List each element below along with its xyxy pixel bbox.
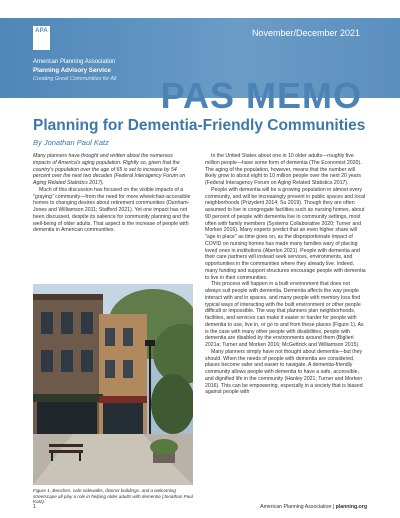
right-paragraph-3: This process will happen in a built environment that does not always suit people with dementia. Dementia affects the way people interact with and in spaces, and many people with memory loss find typical ways of interacting with the built environment or other people difficult or impossible. The way that planners plan neighborhoods, facilities, and services can make it easier or harder for people with dementia to use, live in, or go to and from these places (Figure 1). As is the case with many other people with disabilities, people with dementia are disabled by the environments around them (Biglieri 2021a; Turner and Morken 2016; McGettrick and Williamson 2015). xyxy=(205,281,364,348)
footer-publisher-name: American Planning Association | xyxy=(260,504,335,510)
left-paragraph-1: Many planners have thought and written about the numerous impacts of America's aging population. Rightly so, given that the country's population over the age of 65 is set to increase by 54 percent over the next two decades (Federal Interagency Forum on Aging Related Statistics 2017). xyxy=(33,153,186,186)
right-paragraph-2: People with dementia will be a growing population in almost every community, and will be increasingly present in public spaces and local neighborhoods (Prizydent 2014; Su 2019). Though they are often assumed to live in congregate facilities such as nursing homes, about 90 percent of people with dementia live in community settings, most often with family members (Systems Collaborative 2020; Turner and Morken 2016). Many experts predict that an even higher share will "age in place" as time goes on, as the disproportionate impact of COVID on nursing homes has made many families wary of placing loved ones in institutions (Aberlon 2021). People with dementia and their care partners will instead seek services, environments, and opportunities in the communities where they already live. Indeed, many funding and support structures encourage people with dementia to live in their communities. xyxy=(205,186,366,281)
right-paragraph-4: Many planners simply have not thought about dementia—but they should. When the needs of people with dementia are considered, places become safer and easier to navigate. A dementia-friendly community allows people with dementia to have a safe, accessible, and dignified life in the community (Hanley 2021; Turner and Morken 2016). This can be empowering, especially in a society that is biased against people with xyxy=(205,348,363,396)
left-column xyxy=(33,153,191,234)
series-title: PAS MEMO xyxy=(160,75,362,116)
tagline: Creating Great Communities for All xyxy=(33,76,117,82)
article-byline: By Jonathan Paul Katz xyxy=(33,138,109,147)
page-number: 1 xyxy=(33,504,36,510)
figure-caption: Figure 1. Benches, safe sidewalks, distinct buildings, and a welcoming streetscape all play a role in helping older adults with dementia (Jonathan Paul Katz). xyxy=(33,488,193,505)
street-photo-illustration xyxy=(33,284,193,485)
footer-site-link[interactable]: planning.org xyxy=(335,504,367,510)
footer-publisher xyxy=(260,504,367,510)
apa-logo xyxy=(33,26,50,50)
left-paragraph-2: Much of this discussion has focused on the visible impacts of a "graying" community—from the need for more wheelchair-accessible homes to changing desires about retirement communities (Dunham-Jones and Williamson 2011; Stafford 2021). Yet one impact has not been discussed, despite its salience for community planning and the well-being of older adults. That aspect is the increase of people with dementia in American communities. xyxy=(33,186,191,234)
apa-logo-text: APA xyxy=(35,28,48,34)
right-column xyxy=(205,153,367,396)
right-paragraph-1: In the United States about one in 10 older adults—roughly five million people—have some form of dementia (The Economist 2020). The aging of the population, however, means that the number will likely grow to about eight to 10 million people over the next 20 years (Federal Interagency Forum on Aging Related Statistics 2017). xyxy=(205,153,362,186)
street-photo xyxy=(33,284,193,485)
service-name: Planning Advisory Service xyxy=(33,67,111,74)
issue-date: November/December 2021 xyxy=(251,28,360,38)
org-name: American Planning Association xyxy=(33,59,116,65)
article-title: Planning for Dementia-Friendly Communities xyxy=(33,117,366,134)
